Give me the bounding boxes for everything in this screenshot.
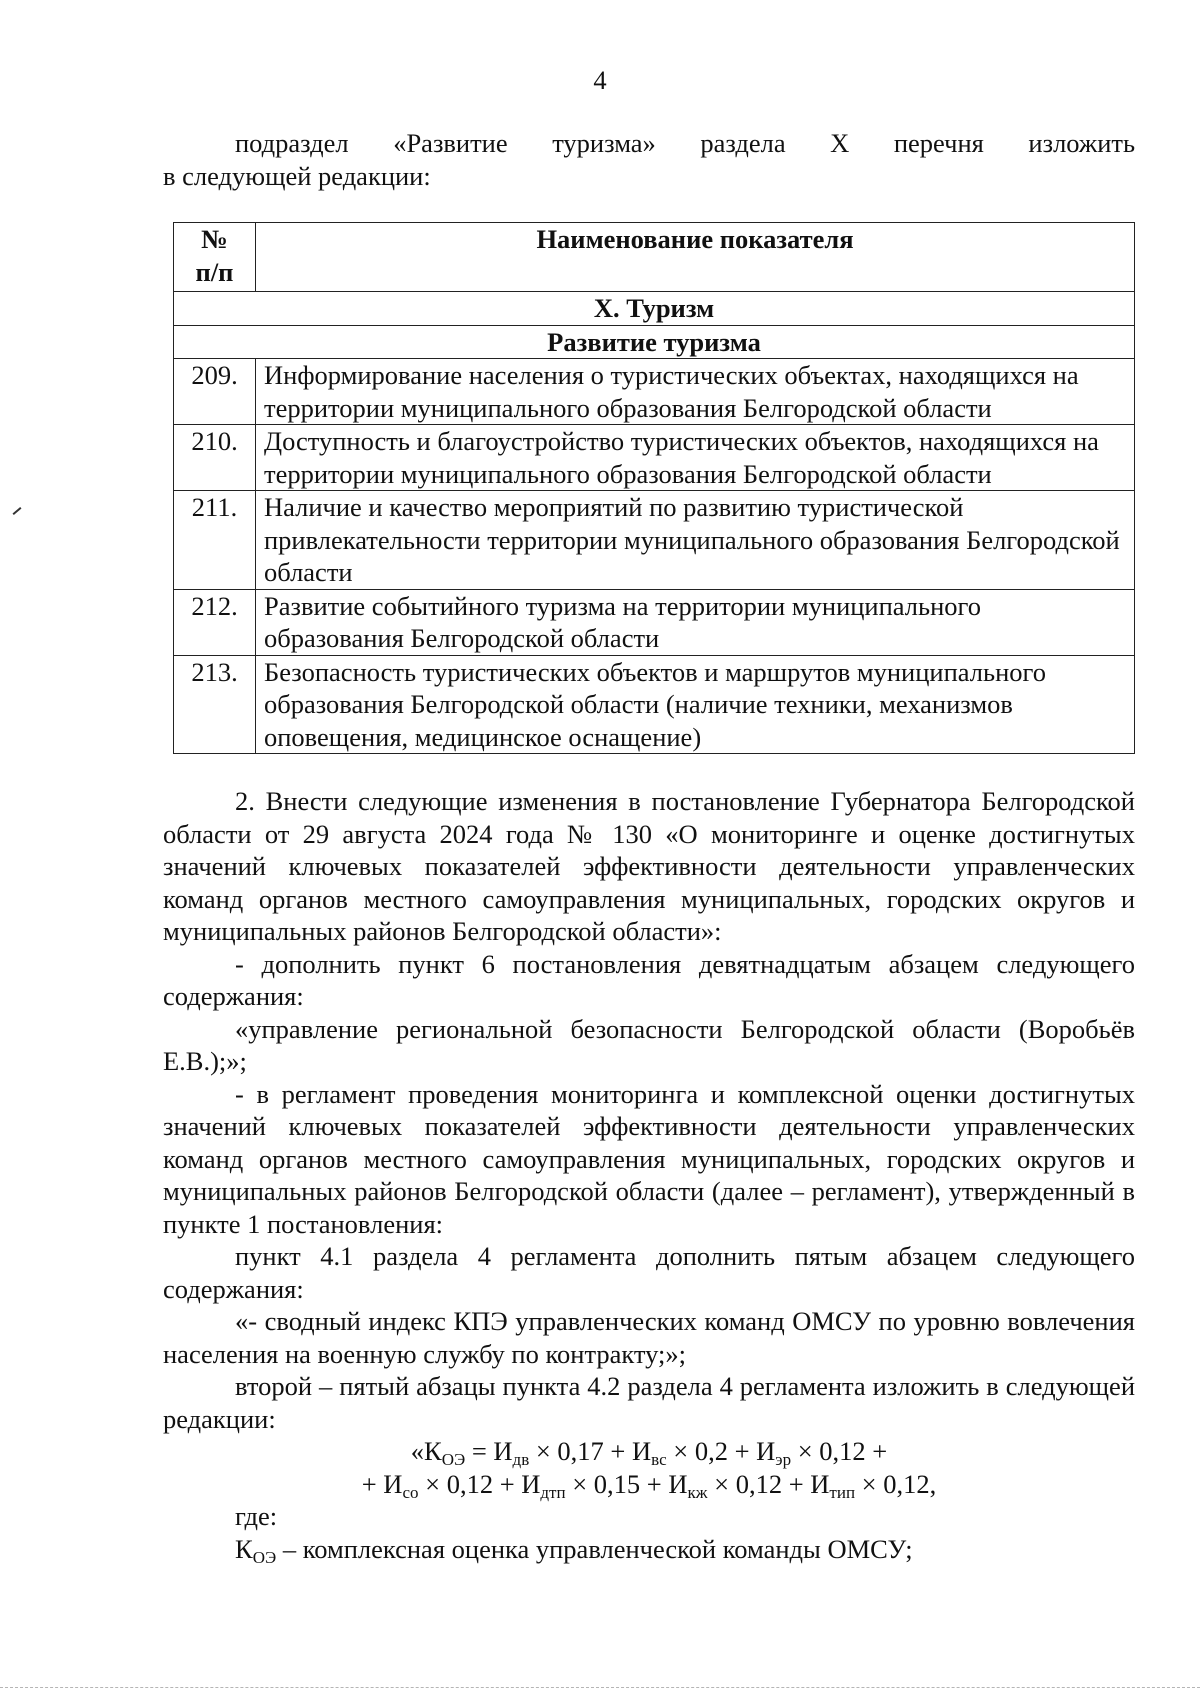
formula-text: × 0,15 + И	[565, 1468, 688, 1499]
formula-text: «К	[410, 1436, 442, 1466]
formula-text: × 0,12 + И	[418, 1468, 541, 1499]
intro-line-1	[163, 127, 1135, 160]
formula-subscript: тип	[829, 1482, 856, 1502]
definition-symbol: К	[235, 1533, 253, 1564]
indicators-table	[173, 222, 1135, 754]
intro-word: туризма»	[552, 128, 656, 158]
paragraph-regulation: - в регламент проведения мониторинга и комплексной оценки достигнутых значений ключевых показателей эффективности деятельности управленческих команд органов местного самоуправления муниципальных, городских округов и муниципальных районов Белгородской области (далее – регламент), утвержденный в пункте 1 постановления:	[163, 1078, 1135, 1239]
formula-subscript: дтп	[540, 1482, 566, 1502]
row-number: 209.	[174, 359, 256, 425]
paragraph-item-6: - дополнить пункт 6 постановления девятнадцатым абзацем следующего содержания:	[163, 948, 1135, 1011]
header-number-cell	[174, 223, 256, 292]
where-label: где:	[235, 1501, 278, 1531]
table-row	[174, 655, 1135, 754]
scan-mark	[13, 507, 22, 515]
table-subsection-row	[174, 325, 1135, 359]
formula-subscript: дв	[512, 1450, 530, 1469]
formula-text: + И	[361, 1468, 403, 1499]
formula-subscript: ОЭ	[441, 1450, 466, 1469]
paragraph-quote-department: «управление региональной безопасности Белгородской области (Воробьёв Е.В.);»;	[163, 1013, 1135, 1076]
row-text: Безопасность туристических объектов и маршрутов муниципального образования Белгородской области (наличие техники, механизмов оповещения, медицинское оснащение)	[256, 655, 1135, 754]
intro-paragraph	[163, 127, 1135, 192]
section-title: X. Туризм	[174, 292, 1135, 326]
paragraph-amendment: 2. Внести следующие изменения в постановление Губернатора Белгородской области от 29 августа 2024 года № 130 «О мониторинге и оценке достигнутых значений ключевых показателей эффективности деятельности управленческих команд органов местного самоуправления муниципальных, городских округов и муниципальных районов Белгородской области»:	[163, 786, 1135, 946]
bottom-rule	[0, 1687, 1200, 1688]
formula-text: × 0,12,	[855, 1468, 937, 1499]
intro-word: перечня	[893, 128, 984, 158]
intro-line-2: в следующей редакции:	[163, 160, 431, 191]
formula-text: × 0,12 + И	[707, 1468, 830, 1499]
formula-subscript: вс	[651, 1450, 667, 1469]
row-number: 213.	[174, 655, 256, 754]
formula	[163, 1435, 1135, 1500]
table-row	[174, 425, 1135, 491]
formula-subscript: эр	[775, 1450, 792, 1469]
row-number: 210.	[174, 425, 256, 491]
page-number: 4	[593, 65, 607, 95]
definition-subscript: ОЭ	[252, 1547, 277, 1567]
table-section-row	[174, 292, 1135, 326]
subsection-title: Развитие туризма	[174, 325, 1135, 359]
intro-word: «Развитие	[393, 128, 508, 158]
table-row	[174, 589, 1135, 655]
formula-text: × 0,17 + И	[529, 1436, 652, 1466]
table-header-row	[174, 223, 1135, 292]
formula-line-1	[163, 1435, 1135, 1468]
table-row	[174, 491, 1135, 590]
table-row	[174, 359, 1135, 425]
formula-text: × 0,2 + И	[666, 1436, 776, 1466]
formula-text: × 0,12 +	[791, 1436, 888, 1466]
row-text: Наличие и качество мероприятий по развитию туристической привлекательности территории муниципального образования Белгородской области	[256, 491, 1135, 590]
formula-text: = И	[465, 1436, 513, 1466]
formula-subscript: со	[402, 1482, 419, 1502]
row-number: 211.	[174, 491, 256, 590]
intro-word: раздела	[700, 128, 786, 158]
header-name-cell: Наименование показателя	[256, 223, 1135, 292]
intro-word: подраздел	[235, 128, 349, 158]
definition-text: – комплексная оценка управленческой команды ОМСУ;	[276, 1533, 913, 1564]
row-text: Развитие событийного туризма на территории муниципального образования Белгородской области	[256, 589, 1135, 655]
paragraph-item-4-2: второй – пятый абзацы пункта 4.2 раздела 4 регламента изложить в следующей редакции:	[163, 1371, 1135, 1434]
row-number: 212.	[174, 589, 256, 655]
header-number-label: №	[201, 224, 228, 254]
document-body	[163, 785, 1135, 1565]
paragraph-quote-index: «- сводный индекс КПЭ управленческих команд ОМСУ по уровню вовлечения населения на военную службу по контракту;»;	[163, 1306, 1135, 1369]
formula-line-2	[163, 1468, 1135, 1501]
row-text: Информирование населения о туристических объектах, находящихся на территории муниципального образования Белгородской области	[256, 359, 1135, 425]
row-text: Доступность и благоустройство туристических объектов, находящихся на территории муниципального образования Белгородской области	[256, 425, 1135, 491]
intro-word: X	[830, 128, 850, 158]
paragraph-item-4-1: пункт 4.1 раздела 4 регламента дополнить пятым абзацем следующего содержания:	[163, 1241, 1135, 1304]
definition-k-oe	[163, 1533, 1135, 1566]
header-number-sublabel: п/п	[195, 256, 234, 287]
intro-word: изложить	[1028, 128, 1136, 158]
formula-subscript: кж	[687, 1482, 708, 1502]
